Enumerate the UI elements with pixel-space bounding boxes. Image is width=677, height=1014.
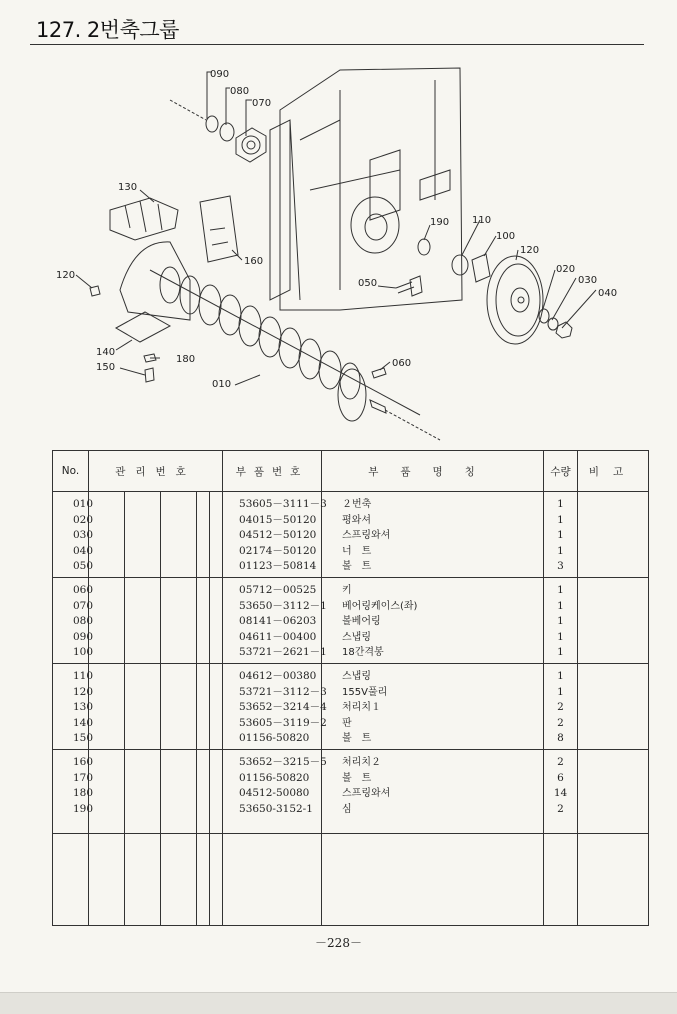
group-part-no-column: [223, 492, 327, 578]
svg-text:190: 190: [430, 217, 450, 228]
page-number: －228－: [315, 936, 362, 950]
part-name-cell: 볼 트: [342, 561, 372, 573]
svg-text:180: 180: [176, 354, 196, 365]
part-no-cell: 53652－3214－4: [239, 701, 327, 714]
svg-text:140: 140: [96, 347, 116, 358]
header-qty: 수량: [544, 451, 578, 492]
scan-edge-strip: [0, 992, 677, 1014]
svg-text:040: 040: [598, 288, 618, 299]
part-no-cell: 04612－00380: [239, 670, 317, 682]
bearing-ring-080: [220, 123, 234, 141]
table-group-4: [53, 750, 649, 834]
part-number-cell-no: 160: [73, 756, 94, 768]
part-number-cell-no: 030: [73, 529, 94, 542]
svg-text:030: 030: [578, 275, 598, 286]
qty-cell: 8: [557, 732, 564, 745]
qty-cell: 14: [553, 787, 568, 800]
qty-cell: 1: [557, 513, 564, 526]
part-name-cell: ２번축: [342, 499, 372, 510]
part-no-cell: 53721－2621－1: [239, 646, 327, 659]
bolt-050: [396, 276, 422, 296]
part-no-cell: 04611－00400: [239, 630, 317, 643]
part-number-cell-no: 170: [73, 771, 94, 784]
table-group-1: [53, 492, 649, 578]
part-name-cell: 볼베어링: [342, 616, 381, 628]
table-group-5: [53, 834, 649, 926]
svg-text:100: 100: [496, 231, 516, 242]
qty-cell: 1: [557, 498, 564, 510]
qty-cell: 1: [557, 615, 564, 628]
svg-text:090: 090: [210, 69, 230, 80]
part-number-cell-no: 020: [73, 513, 94, 526]
svg-text:110: 110: [472, 215, 492, 226]
part-no-cell: 53650－3112－1: [239, 599, 327, 612]
spring-washer-030: [548, 318, 558, 330]
table-group-3: [53, 664, 649, 750]
frame-detail: [270, 120, 450, 300]
part-no-cell: 02174－50120: [239, 544, 317, 557]
part-number-cell-no: 190: [73, 802, 94, 815]
bearing-case: [236, 128, 266, 162]
part-no-cell: 53650-3152-1: [239, 802, 313, 815]
qty-cell: 1: [557, 544, 564, 557]
svg-text:150: 150: [96, 362, 116, 373]
v-pulley: [487, 256, 543, 344]
part-name-cell: 155V풀리: [342, 686, 388, 698]
part-no-cell: 01156-50820: [239, 771, 310, 784]
thresher-130: [110, 198, 178, 240]
svg-text:120: 120: [56, 270, 76, 281]
page-title: 127. 2번축그룹: [36, 18, 179, 42]
svg-text:050: 050: [358, 278, 378, 289]
part-number-cell-no: 010: [73, 498, 94, 510]
part-number-cell-no: 110: [73, 670, 94, 682]
part-number-cell-no: 140: [73, 716, 94, 729]
qty-cell: 2: [557, 701, 564, 714]
part-number-cell-no: 130: [73, 701, 94, 714]
part-number-cell-no: 050: [73, 560, 94, 573]
part-no-cell: 04512-50080: [239, 787, 310, 800]
group-remarks-column: [578, 492, 649, 578]
part-number-cell-no: 100: [73, 646, 94, 659]
part-no-cell: 53652－3215－5: [239, 756, 327, 768]
part-no-cell: 05712－00525: [239, 584, 317, 596]
svg-text:120: 120: [520, 245, 540, 256]
qty-cell: 1: [557, 685, 564, 698]
svg-text:160: 160: [244, 256, 264, 267]
header-part-name: 부품명칭: [322, 451, 544, 492]
part-name-cell: 스프링와셔: [342, 530, 391, 542]
qty-cell: 1: [557, 670, 564, 682]
part-name-cell: 평와셔: [342, 514, 371, 526]
part-no-cell: 53721－3112－3: [239, 685, 327, 698]
svg-text:080: 080: [230, 86, 250, 97]
qty-cell: 1: [557, 630, 564, 643]
part-name-cell: 처리치１: [342, 702, 381, 714]
part-no-cell: 53605－3111－3: [239, 498, 327, 510]
part-name-cell: 베어링케이스(좌): [342, 600, 418, 612]
group-name-column: [322, 492, 544, 578]
frame-outline: [280, 68, 462, 310]
part-name-cell: 볼 트: [342, 733, 372, 745]
qty-cell: 2: [557, 756, 564, 768]
bolt-150: [145, 368, 154, 382]
part-no-cell: 01156-50820: [239, 732, 310, 745]
group-qty-column: [544, 492, 578, 578]
thresher-160: [200, 196, 238, 262]
part-name-cell: 처리치２: [342, 757, 381, 768]
part-no-cell: 04015－50120: [239, 513, 317, 526]
header-no: No.: [53, 451, 89, 492]
svg-text:060: 060: [392, 358, 412, 369]
part-name-cell: 스프링와셔: [342, 788, 391, 800]
svg-text:020: 020: [556, 264, 576, 275]
part-name-cell: 볼 트: [342, 772, 372, 784]
part-number-cell-no: 060: [73, 584, 94, 596]
part-no-cell: 53605－3119－2: [239, 716, 327, 729]
svg-text:010: 010: [212, 379, 232, 390]
qty-cell: 3: [557, 560, 564, 573]
part-name-cell: 판: [342, 717, 352, 729]
group-no-column: [53, 492, 94, 578]
snap-ring-090: [206, 116, 218, 132]
part-no-cell: 01123－50814: [239, 560, 317, 573]
qty-cell: 1: [557, 584, 564, 596]
part-no-cell: 04512－50120: [239, 529, 317, 542]
parts-table: [52, 450, 649, 926]
part-number-cell-no: 120: [73, 685, 94, 698]
part-number-cell-no: 040: [73, 544, 94, 557]
part-name-cell: 키: [342, 585, 352, 596]
qty-cell: 6: [557, 771, 564, 784]
title-rule: [30, 44, 644, 45]
table-header-row: [53, 451, 649, 492]
qty-cell: 1: [557, 529, 564, 542]
shim-190: [418, 239, 430, 255]
spacer-100: [472, 254, 490, 282]
qty-cell: 2: [557, 802, 564, 815]
part-name-cell: 18간격봉: [342, 647, 384, 659]
qty-cell: 1: [557, 599, 564, 612]
frame-flange: [351, 197, 399, 253]
table-group-2: [53, 578, 649, 664]
key-060: [372, 368, 386, 378]
exploded-parts-diagram: [40, 50, 650, 445]
header-part-no: 부품번호: [223, 451, 322, 492]
qty-cell: 1: [557, 646, 564, 659]
snap-ring-110: [452, 255, 468, 275]
part-name-cell: 스냅링: [342, 631, 371, 643]
part-number-cell-no: 070: [73, 599, 94, 612]
washer-020: [539, 309, 549, 323]
part-number-cell-no: 090: [73, 630, 94, 643]
part-name-cell: 스냅링: [342, 671, 371, 682]
header-remarks: 비고: [578, 451, 649, 492]
part-number-cell-no: 180: [73, 787, 94, 800]
part-number-cell-no: 080: [73, 615, 94, 628]
header-mgmt: 관리번호: [89, 451, 223, 492]
qty-cell: 2: [557, 716, 564, 729]
svg-text:070: 070: [252, 98, 272, 109]
part-no-cell: 08141－06203: [239, 615, 317, 628]
part-name-cell: 너 트: [342, 545, 372, 557]
part-name-cell: 심: [342, 803, 352, 815]
part-number-cell-no: 150: [73, 732, 94, 745]
svg-text:130: 130: [118, 182, 138, 193]
